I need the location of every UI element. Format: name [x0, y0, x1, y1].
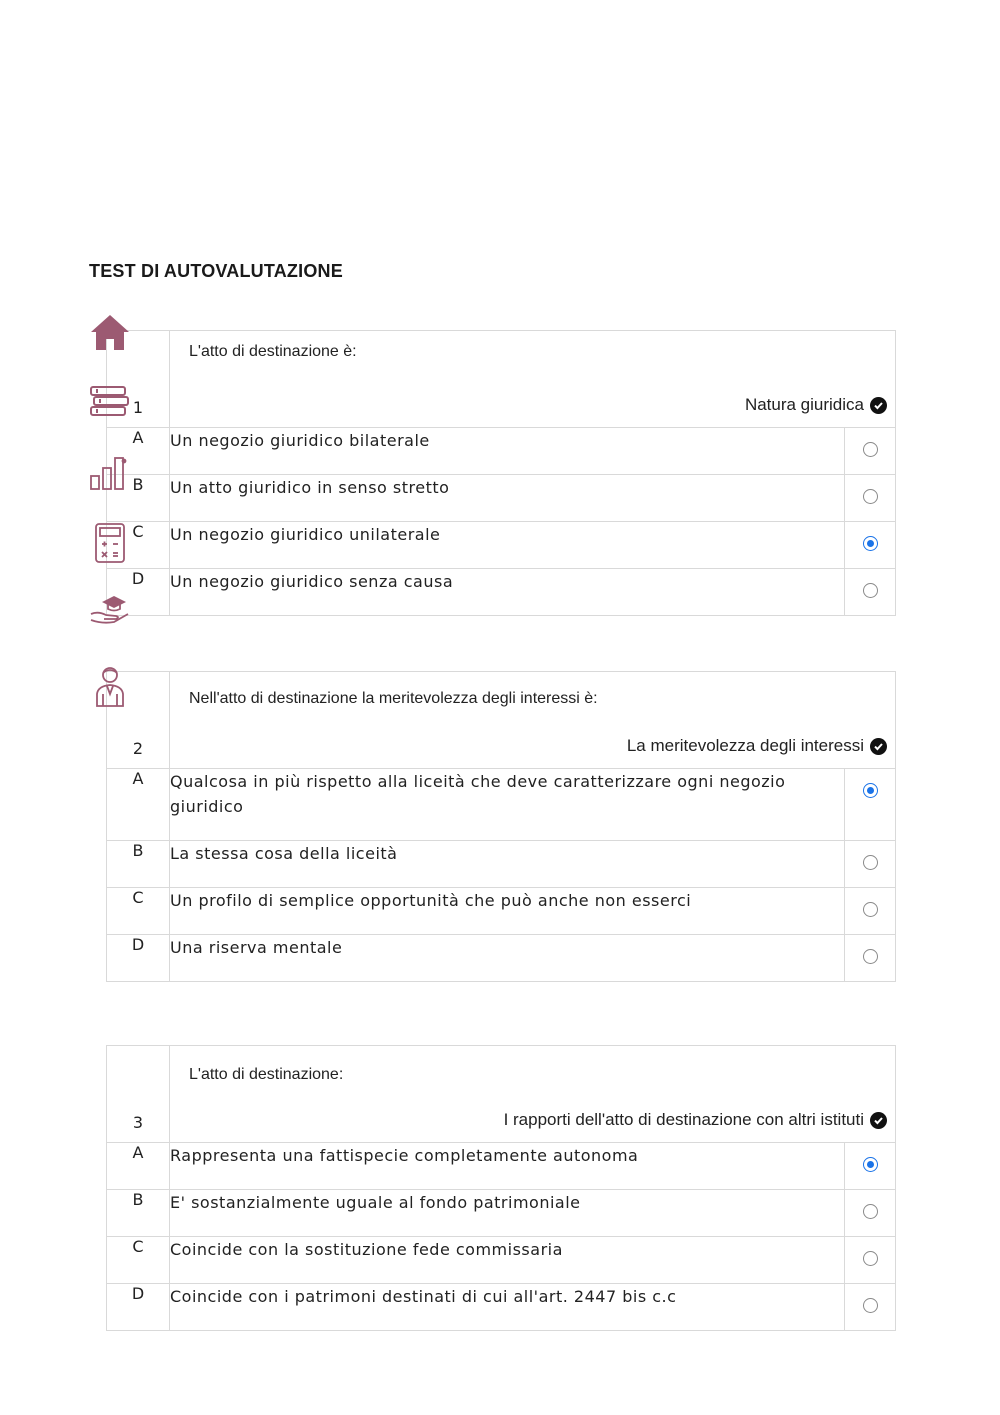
topic-text: La meritevolezza degli interessi — [626, 736, 864, 755]
option-radio-selected[interactable] — [863, 1157, 878, 1172]
question-header — [170, 1046, 896, 1143]
question-table-3 — [106, 1045, 896, 1331]
option-letter: C — [107, 522, 170, 569]
option-letter: D — [107, 935, 170, 982]
option-radio[interactable] — [863, 949, 878, 964]
option-letter: C — [107, 1237, 170, 1284]
option-radio[interactable] — [863, 583, 878, 598]
option-text: Un negozio giuridico bilaterale — [170, 428, 845, 475]
option-text: La stessa cosa della liceità — [170, 841, 845, 888]
question-table-1 — [106, 330, 896, 616]
teacher-icon[interactable] — [88, 664, 132, 708]
question-header — [170, 331, 896, 428]
topic-text: Natura giuridica — [744, 395, 864, 414]
option-radio[interactable] — [863, 489, 878, 504]
option-row[interactable] — [107, 428, 896, 475]
topic-text: I rapporti dell'atto di destinazione con altri istituti — [503, 1110, 864, 1129]
option-row[interactable] — [107, 522, 896, 569]
topic-label — [504, 1110, 887, 1130]
option-letter: A — [107, 428, 170, 475]
option-row[interactable] — [107, 569, 896, 616]
option-letter: B — [107, 1190, 170, 1237]
option-letter: A — [107, 1143, 170, 1190]
option-letter: D — [107, 1284, 170, 1331]
option-row[interactable] — [107, 475, 896, 522]
option-letter: C — [107, 888, 170, 935]
option-row[interactable] — [107, 1190, 896, 1237]
option-row[interactable] — [107, 841, 896, 888]
option-row[interactable] — [107, 1237, 896, 1284]
question-number: 1 — [107, 331, 170, 428]
check-circle-icon — [870, 1112, 887, 1129]
home-icon[interactable] — [88, 312, 132, 352]
option-row[interactable] — [107, 935, 896, 982]
page-title: TEST DI AUTOVALUTAZIONE — [89, 261, 343, 281]
option-letter: B — [107, 475, 170, 522]
option-radio[interactable] — [863, 855, 878, 870]
option-text: Qualcosa in più rispetto alla liceità che deve caratterizzare ogni negozio giuridico — [170, 769, 845, 841]
question-header — [170, 672, 896, 769]
option-text: Coincide con i patrimoni destinati di cui all'art. 2447 bis c.c — [170, 1284, 845, 1331]
option-text: E' sostanzialmente uguale al fondo patrimoniale — [170, 1190, 845, 1237]
question-text: L'atto di destinazione è: — [189, 343, 357, 360]
option-row[interactable] — [107, 769, 896, 841]
option-radio-selected[interactable] — [863, 536, 878, 551]
option-radio[interactable] — [863, 1251, 878, 1266]
question-number: 2 — [107, 672, 170, 769]
option-row[interactable] — [107, 1143, 896, 1190]
option-text: Coincide con la sostituzione fede commissaria — [170, 1237, 845, 1284]
option-radio[interactable] — [863, 1204, 878, 1219]
question-table-2 — [106, 671, 896, 982]
option-row[interactable] — [107, 888, 896, 935]
books-icon[interactable] — [88, 384, 132, 420]
graduation-hand-icon[interactable] — [88, 594, 132, 624]
check-circle-icon — [870, 397, 887, 414]
option-radio[interactable] — [863, 1298, 878, 1313]
option-text: Un negozio giuridico senza causa — [170, 569, 845, 616]
option-text: Una riserva mentale — [170, 935, 845, 982]
option-text: Rappresenta una fattispecie completamente autonoma — [170, 1143, 845, 1190]
question-text: Nell'atto di destinazione la meritevolezza degli interessi è: — [189, 690, 598, 707]
option-letter: A — [107, 769, 170, 841]
question-number: 3 — [107, 1046, 170, 1143]
option-text: Un atto giuridico in senso stretto — [170, 475, 845, 522]
check-circle-icon — [870, 738, 887, 755]
option-text: Un negozio giuridico unilaterale — [170, 522, 845, 569]
option-radio-selected[interactable] — [863, 783, 878, 798]
calculator-icon[interactable] — [88, 522, 132, 564]
option-row[interactable] — [107, 1284, 896, 1331]
topic-label — [745, 395, 887, 415]
option-letter: B — [107, 841, 170, 888]
chart-icon[interactable] — [88, 452, 132, 492]
option-radio[interactable] — [863, 902, 878, 917]
question-text: L'atto di destinazione: — [189, 1066, 344, 1083]
option-radio[interactable] — [863, 442, 878, 457]
option-letter: D — [107, 569, 170, 616]
option-text: Un profilo di semplice opportunità che può anche non esserci — [170, 888, 845, 935]
topic-label — [627, 736, 887, 756]
